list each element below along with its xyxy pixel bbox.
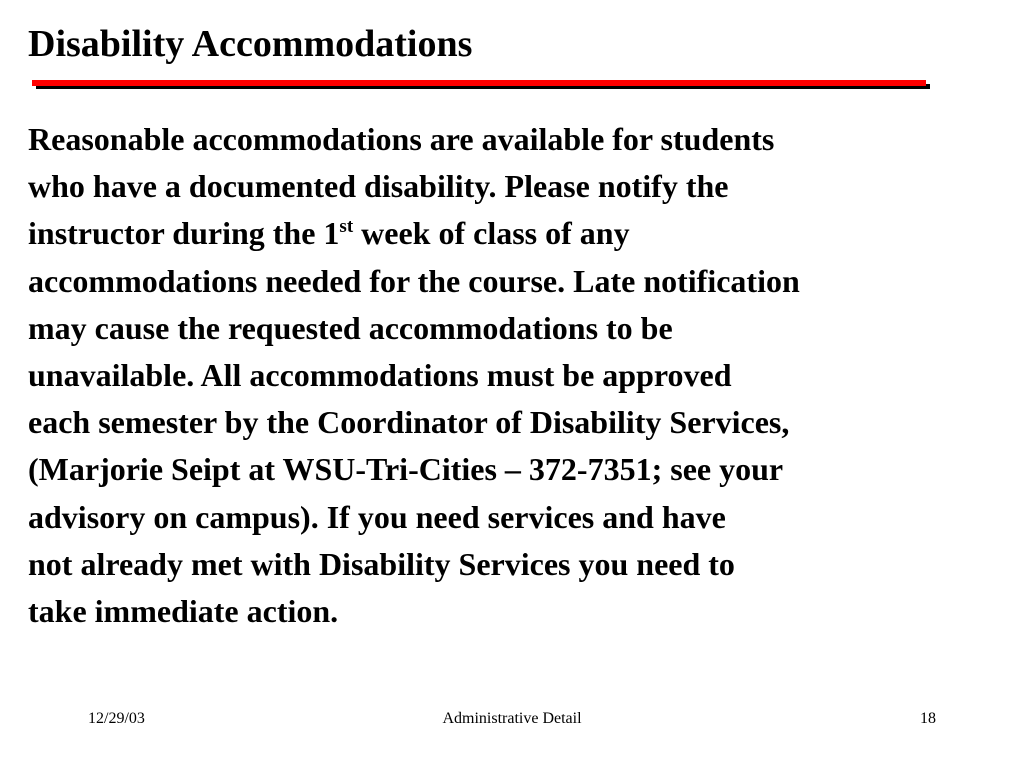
- body-line: unavailable. All accommodations must be approved: [28, 357, 732, 394]
- footer-page-number: 18: [920, 710, 936, 727]
- body-line: may cause the requested accommodations to be: [28, 309, 673, 346]
- body-line: who have a documented disability. Please notify the: [28, 168, 729, 205]
- body-paragraph: [28, 116, 1003, 635]
- slide-title: Disability Accommodations: [28, 23, 473, 65]
- body-line: advisory on campus). If you need services and have: [28, 498, 726, 535]
- rule-red-bar: [32, 80, 926, 86]
- body-line: not already met with Disability Services you need to: [28, 545, 735, 582]
- body-line-text: instructor during the 1: [28, 215, 340, 252]
- title-underline-rule: [32, 80, 930, 88]
- body-line: Reasonable accommodations are available for students: [28, 121, 775, 157]
- footer-date: 12/29/03: [88, 710, 145, 727]
- ordinal-superscript: st: [339, 216, 354, 238]
- body-line-text: week of class of any: [353, 215, 630, 252]
- footer-title: Administrative Detail: [442, 710, 582, 727]
- body-line: each semester by the Coordinator of Disability Services,: [28, 404, 790, 441]
- body-line: [28, 210, 1003, 257]
- body-line: take immediate action.: [28, 593, 339, 630]
- body-line: accommodations needed for the course. Late notification: [28, 262, 800, 299]
- body-line: (Marjorie Seipt at WSU-Tri-Cities – 372-7351; see your: [28, 451, 784, 488]
